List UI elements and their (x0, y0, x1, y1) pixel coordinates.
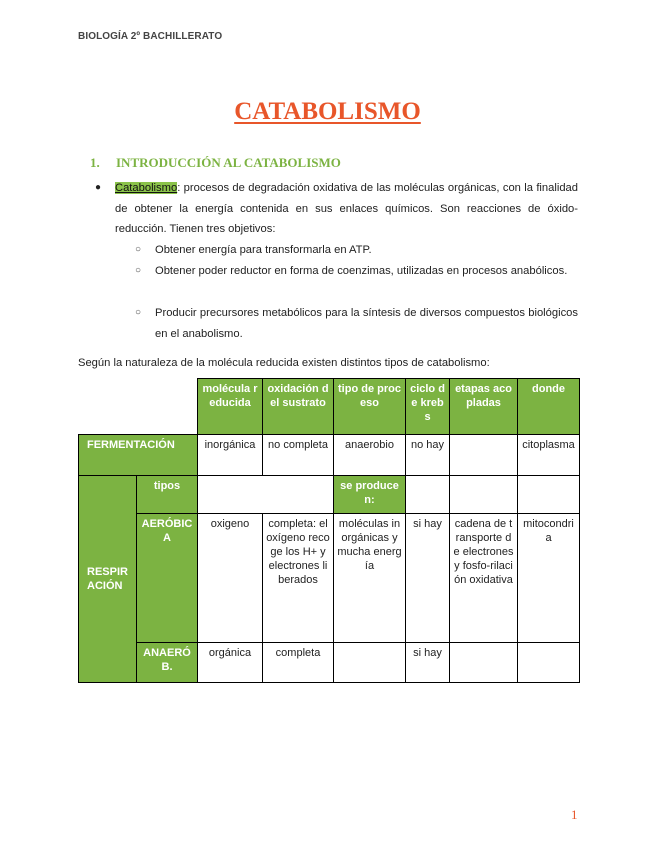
tipos-label: tipos (137, 476, 198, 514)
row-label-fermentacion: FERMENTACIÓN (79, 435, 198, 476)
column-header: molécula reducida (198, 379, 263, 435)
table-cell (406, 476, 450, 514)
page-number: 1 (571, 807, 578, 822)
table-intro: Según la naturaleza de la molécula reducida existen distintos tipos de catabolismo: (78, 357, 490, 369)
table-row (79, 435, 580, 476)
objective-item (135, 261, 578, 282)
table-cell: citoplasma (518, 435, 580, 476)
column-header: tipo de proceso (334, 379, 406, 435)
objective-item (135, 240, 578, 261)
table-cell: no hay (406, 435, 450, 476)
section-number: 1. (90, 155, 100, 170)
table-cell: completa: el oxígeno recoge los H+ y electrones liberados (263, 514, 334, 643)
table-cell: orgánica (198, 643, 263, 683)
table-cell (198, 476, 334, 514)
page-title: CATABOLISMO (234, 98, 421, 125)
table-cell: mitocondria (518, 514, 580, 643)
catabolism-table (78, 378, 580, 683)
table-cell (334, 643, 406, 683)
table-cell (518, 643, 580, 683)
table-cell: completa (263, 643, 334, 683)
circle-bullet-icon: ○ (135, 244, 142, 255)
table-cell: moléculas inorgánicas y mucha energía (334, 514, 406, 643)
column-header: ciclo de krebs (406, 379, 450, 435)
se-producen-label: se producen: (334, 476, 406, 514)
section-heading (90, 155, 341, 171)
table-header-row (79, 379, 580, 435)
definition-bullet (95, 178, 578, 240)
running-header: BIOLOGÍA 2º BACHILLERATO (78, 31, 223, 42)
column-header: donde (518, 379, 580, 435)
table-cell (450, 643, 518, 683)
circle-bullet-icon: ○ (135, 265, 142, 276)
table-row (79, 476, 580, 514)
table-cell: no completa (263, 435, 334, 476)
definition-paragraph (115, 178, 578, 240)
column-header: oxidación del sustrato (263, 379, 334, 435)
highlighted-term: Catabolismo (115, 182, 178, 194)
empty-corner-cell (79, 379, 198, 435)
objective-text: Producir precursores metabólicos para la síntesis de diversos compuestos biológicos en el anabolismo. (155, 307, 578, 340)
table-cell: si hay (406, 514, 450, 643)
table-row (79, 643, 580, 683)
table-cell (450, 476, 518, 514)
bullet-icon: ● (95, 182, 102, 193)
table-cell (518, 476, 580, 514)
row-label-anaerobica: ANAERÓB. (137, 643, 198, 683)
objective-text: Obtener poder reductor en forma de coenzimas, utilizadas en procesos anabólicos. (155, 265, 568, 277)
row-label-aerobica: AERÓBICA (137, 514, 198, 643)
table-cell: oxigeno (198, 514, 263, 643)
table-cell: cadena de transporte de electrones y fosfo-rilación oxidativa (450, 514, 518, 643)
table-cell: inorgánica (198, 435, 263, 476)
table-row (79, 514, 580, 643)
section-title: INTRODUCCIÓN AL CATABOLISMO (116, 155, 341, 170)
table-cell: si hay (406, 643, 450, 683)
objective-text: Obtener energía para transformarla en ATP. (155, 244, 372, 256)
circle-bullet-icon: ○ (135, 307, 142, 318)
table-cell (450, 435, 518, 476)
row-label-respiracion: RESPIRACIÓN (79, 476, 137, 683)
objective-item (135, 303, 578, 344)
column-header: etapas acopladas (450, 379, 518, 435)
definition-text: : procesos de degradación oxidativa de las moléculas orgánicas, con la finalidad de obtener la energía contenida en sus enlaces químicos. Son reacciones de óxido-reducción. Tienen tres objetivos: (115, 182, 578, 235)
table-cell: anaerobio (334, 435, 406, 476)
